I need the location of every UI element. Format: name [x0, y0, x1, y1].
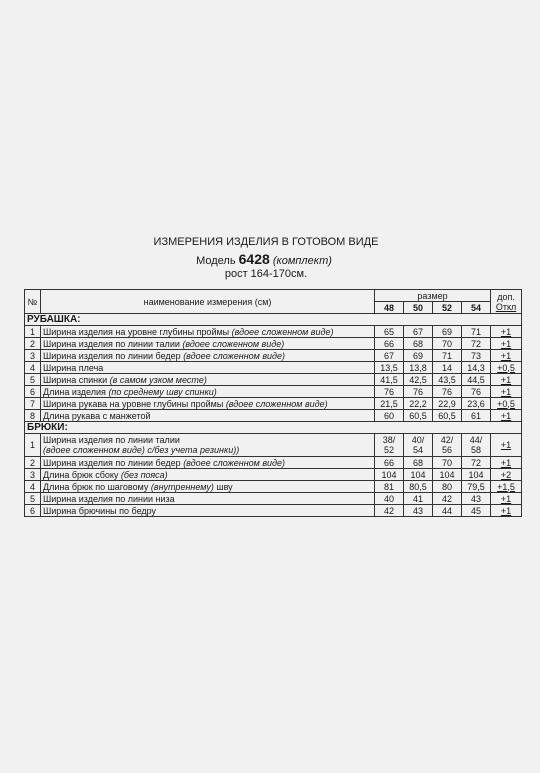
size-value-text: 13,5	[380, 362, 398, 373]
row-name	[41, 469, 375, 481]
table-row	[25, 398, 522, 410]
size-value-text: 41,5	[380, 374, 398, 385]
size-value-text: 43,5	[438, 374, 456, 385]
size-value-text: 104	[468, 469, 484, 480]
size-value	[404, 410, 433, 422]
size-value	[462, 386, 491, 398]
table-row	[25, 434, 522, 457]
table-row	[25, 505, 522, 517]
row-number: 3	[25, 469, 41, 481]
size-value-text-2: 56	[441, 445, 452, 455]
tolerance-value	[491, 481, 522, 493]
size-value-text: 70	[441, 457, 452, 468]
model-note: (комплект)	[272, 255, 332, 267]
size-value-text-2: 52	[383, 445, 394, 455]
row-name-text: Длина рукава с манжетой	[43, 410, 151, 421]
tolerance-text: +1	[500, 374, 512, 385]
row-number: 2	[25, 338, 41, 350]
size-value	[375, 398, 404, 410]
size-value	[404, 481, 433, 493]
row-name-text: Ширина брючины по бедру	[43, 505, 157, 516]
size-value-text: 21,5	[380, 398, 398, 409]
size-value-text: 42,5	[409, 374, 427, 385]
size-value	[462, 469, 491, 481]
col-size-header: размер	[375, 290, 491, 302]
row-number: 1	[25, 326, 41, 338]
section-title: БРЮКИ:	[25, 422, 522, 434]
row-name-text: Ширина изделия по линии талии	[43, 435, 180, 445]
size-value	[404, 350, 433, 362]
table-row	[25, 410, 522, 422]
row-name	[41, 434, 375, 457]
size-value	[404, 326, 433, 338]
size-value	[404, 386, 433, 398]
size-value-text: 80,5	[409, 481, 427, 492]
size-value-text: 42/	[440, 435, 454, 445]
size-value	[375, 481, 404, 493]
size-value-text: 104	[439, 469, 455, 480]
size-value-text: 60	[383, 410, 394, 421]
row-name-text: Длина брюк по шаговому	[43, 481, 149, 492]
row-name	[41, 326, 375, 338]
size-value	[462, 350, 491, 362]
height-line: рост 164-170см.	[224, 268, 308, 280]
size-value	[433, 410, 462, 422]
tolerance-value	[491, 505, 522, 517]
size-value-text: 67	[412, 326, 423, 337]
tolerance-value	[491, 398, 522, 410]
row-name-note: (вдоее сложенном виде)	[182, 338, 285, 349]
size-value-text-2: 58	[471, 445, 482, 455]
tolerance-value	[491, 362, 522, 374]
size-value-text: 45	[471, 505, 482, 516]
size-value-text: 80	[441, 481, 452, 492]
size-value-text: 14,3	[467, 362, 485, 373]
row-number: 5	[25, 493, 41, 505]
row-name-text: Ширина изделия по линии талии	[43, 338, 180, 349]
size-value-text: 69	[441, 326, 452, 337]
row-name	[41, 457, 375, 469]
row-name	[41, 505, 375, 517]
size-value	[433, 457, 462, 469]
size-value	[404, 362, 433, 374]
table-row	[25, 362, 522, 374]
size-value	[375, 469, 404, 481]
col-tol-line1: доп.	[497, 291, 515, 302]
table-row	[25, 386, 522, 398]
row-name	[41, 338, 375, 350]
size-value	[462, 410, 491, 422]
table-row	[25, 350, 522, 362]
row-number: 1	[25, 434, 41, 457]
size-value	[462, 362, 491, 374]
size-value	[462, 398, 491, 410]
size-value	[404, 398, 433, 410]
page-title: ИЗМЕРЕНИЯ ИЗДЕЛИЯ В ГОТОВОМ ВИДЕ	[153, 236, 379, 248]
size-value-text: 72	[471, 457, 482, 468]
size-value-text: 71	[441, 350, 452, 361]
size-value-text: 60,5	[438, 410, 456, 421]
row-number: 7	[25, 398, 41, 410]
row-name-note: (по среднему шву спинки)	[108, 386, 217, 397]
size-value-text: 43	[471, 493, 482, 504]
size-value-text-2: 54	[412, 445, 423, 455]
size-value	[433, 469, 462, 481]
size-value	[462, 338, 491, 350]
size-value	[404, 493, 433, 505]
size-value-text: 71	[471, 326, 482, 337]
size-value-text: 76	[412, 386, 423, 397]
size-value	[375, 338, 404, 350]
size-value-text: 104	[381, 469, 397, 480]
tolerance-value	[491, 434, 522, 457]
measurements-table	[24, 289, 522, 517]
size-value-text: 41	[412, 493, 423, 504]
row-name-note: (вдоее сложенном виде)	[231, 326, 334, 337]
row-number: 2	[25, 457, 41, 469]
size-52: 52	[433, 302, 462, 314]
row-number: 5	[25, 374, 41, 386]
size-value-text: 76	[471, 386, 482, 397]
row-number: 3	[25, 350, 41, 362]
table-row	[25, 481, 522, 493]
row-name-note: (вдоее сложенном виде)	[183, 457, 286, 468]
row-number: 8	[25, 410, 41, 422]
row-name	[41, 374, 375, 386]
tolerance-text: +1	[500, 410, 512, 421]
size-value-text: 40	[383, 493, 394, 504]
tolerance-text: +1	[500, 493, 512, 504]
size-value	[375, 362, 404, 374]
col-num-header: №	[25, 290, 41, 314]
model-prefix: Модель	[196, 255, 236, 267]
row-name-suffix: шву	[216, 481, 233, 492]
size-value	[433, 493, 462, 505]
size-value	[462, 374, 491, 386]
row-name-text: Ширина плеча	[43, 362, 104, 373]
tolerance-value	[491, 350, 522, 362]
col-tol-line2: Откл	[495, 301, 517, 312]
col-tol-header	[491, 290, 522, 314]
tolerance-value	[491, 326, 522, 338]
size-value	[404, 434, 433, 457]
row-name	[41, 493, 375, 505]
size-value	[404, 338, 433, 350]
size-value	[433, 326, 462, 338]
size-value	[375, 493, 404, 505]
size-value-text: 43	[412, 505, 423, 516]
size-value	[375, 350, 404, 362]
size-value	[433, 374, 462, 386]
tolerance-value	[491, 410, 522, 422]
tolerance-value	[491, 338, 522, 350]
size-54: 54	[462, 302, 491, 314]
size-value-text: 69	[412, 350, 423, 361]
tolerance-value	[491, 374, 522, 386]
size-value	[375, 410, 404, 422]
row-name-text: Ширина изделия по линии бедер	[43, 457, 181, 468]
size-value-text: 61	[471, 410, 482, 421]
size-value-text: 68	[412, 338, 423, 349]
size-value-text: 60,5	[409, 410, 427, 421]
size-value-text: 79,5	[467, 481, 485, 492]
size-value	[462, 457, 491, 469]
size-value	[375, 505, 404, 517]
tolerance-value	[491, 493, 522, 505]
size-value-text: 23,6	[467, 398, 485, 409]
size-value	[375, 374, 404, 386]
table-row	[25, 338, 522, 350]
size-value-text: 13,8	[409, 362, 427, 373]
row-name-note: (вдоее сложенном виде)	[225, 398, 328, 409]
section-row	[25, 314, 522, 326]
size-value-text: 42	[383, 505, 394, 516]
row-name	[41, 410, 375, 422]
tolerance-value	[491, 469, 522, 481]
size-value-text: 38/	[382, 435, 396, 445]
row-name-text: Ширина спинки	[43, 374, 108, 385]
size-value	[433, 362, 462, 374]
tolerance-text: +0,5	[497, 398, 515, 409]
size-value	[375, 326, 404, 338]
row-name-text: Длина брюк сбоку	[43, 469, 119, 480]
row-name-text: Ширина изделия на уровне глубины проймы	[43, 326, 230, 337]
row-name-note: (вдоее сложенном виде)	[183, 350, 286, 361]
tolerance-value	[491, 457, 522, 469]
size-value-text: 66	[383, 338, 394, 349]
table-row	[25, 374, 522, 386]
row-name-note: (без пояса)	[120, 469, 168, 480]
model-number: 6428	[238, 251, 270, 267]
col-name-header: наименование измерения (см)	[41, 290, 375, 314]
size-value-text: 76	[383, 386, 394, 397]
section-title: РУБАШКА:	[25, 314, 522, 326]
size-value	[375, 386, 404, 398]
size-value-text: 104	[410, 469, 426, 480]
size-value	[462, 493, 491, 505]
row-name	[41, 398, 375, 410]
row-name-text: Длина изделия	[43, 386, 106, 397]
size-value	[433, 386, 462, 398]
size-value-text: 44,5	[467, 374, 485, 385]
tolerance-text: +1	[500, 350, 512, 361]
row-name-text: Ширина изделия по линии бедер	[43, 350, 181, 361]
size-value	[462, 434, 491, 457]
size-value-text: 40/	[411, 435, 425, 445]
tolerance-text: +1	[500, 386, 512, 397]
row-number: 4	[25, 362, 41, 374]
size-value-text: 14	[441, 362, 452, 373]
size-48: 48	[375, 302, 404, 314]
size-value-text: 72	[471, 338, 482, 349]
tolerance-text: +1	[500, 338, 512, 349]
table-row	[25, 326, 522, 338]
tolerance-text: +1,5	[497, 481, 515, 492]
size-value-text: 22,9	[438, 398, 456, 409]
tolerance-text: +1	[500, 326, 512, 337]
tolerance-text: +2	[500, 469, 512, 480]
tolerance-text: +1	[500, 457, 512, 468]
size-value	[433, 481, 462, 493]
tolerance-value	[491, 386, 522, 398]
size-value-text: 81	[383, 481, 394, 492]
row-number: 6	[25, 505, 41, 517]
size-value-text: 67	[383, 350, 394, 361]
model-line	[0, 251, 534, 267]
row-name	[41, 481, 375, 493]
size-value-text: 44/	[469, 435, 483, 445]
size-value	[404, 374, 433, 386]
size-value	[375, 434, 404, 457]
size-50: 50	[404, 302, 433, 314]
tolerance-text: +0,5	[497, 362, 515, 373]
row-name-line2: (вдоее сложенном виде) с/без учета резинки))	[43, 445, 240, 455]
row-name-text: Ширина рукава на уровне глубины проймы	[43, 398, 224, 409]
size-value-text: 68	[412, 457, 423, 468]
row-name-note: (внутреннему)	[150, 481, 214, 492]
size-value	[404, 457, 433, 469]
size-value	[433, 398, 462, 410]
table-row	[25, 469, 522, 481]
section-row	[25, 422, 522, 434]
size-value	[462, 326, 491, 338]
row-number: 6	[25, 386, 41, 398]
tolerance-text: +1	[500, 440, 512, 450]
row-name	[41, 350, 375, 362]
size-value	[433, 434, 462, 457]
size-value	[433, 338, 462, 350]
size-value	[462, 505, 491, 517]
row-name	[41, 362, 375, 374]
size-value-text: 42	[441, 493, 452, 504]
size-value-text: 22,2	[409, 398, 427, 409]
row-number: 4	[25, 481, 41, 493]
size-value	[404, 469, 433, 481]
size-value-text: 44	[441, 505, 452, 516]
row-name	[41, 386, 375, 398]
tolerance-text: +1	[500, 505, 512, 516]
row-name-note: (в самом узком месте)	[109, 374, 207, 385]
size-value	[375, 457, 404, 469]
size-value-text: 76	[441, 386, 452, 397]
size-value-text: 70	[441, 338, 452, 349]
size-value	[433, 505, 462, 517]
table-row	[25, 457, 522, 469]
table-row	[25, 493, 522, 505]
size-value-text: 65	[383, 326, 394, 337]
size-value-text: 66	[383, 457, 394, 468]
size-value	[404, 505, 433, 517]
size-value-text: 73	[471, 350, 482, 361]
size-value	[462, 481, 491, 493]
size-value	[433, 350, 462, 362]
row-name-text: Ширина изделия по линии низа	[43, 493, 175, 504]
